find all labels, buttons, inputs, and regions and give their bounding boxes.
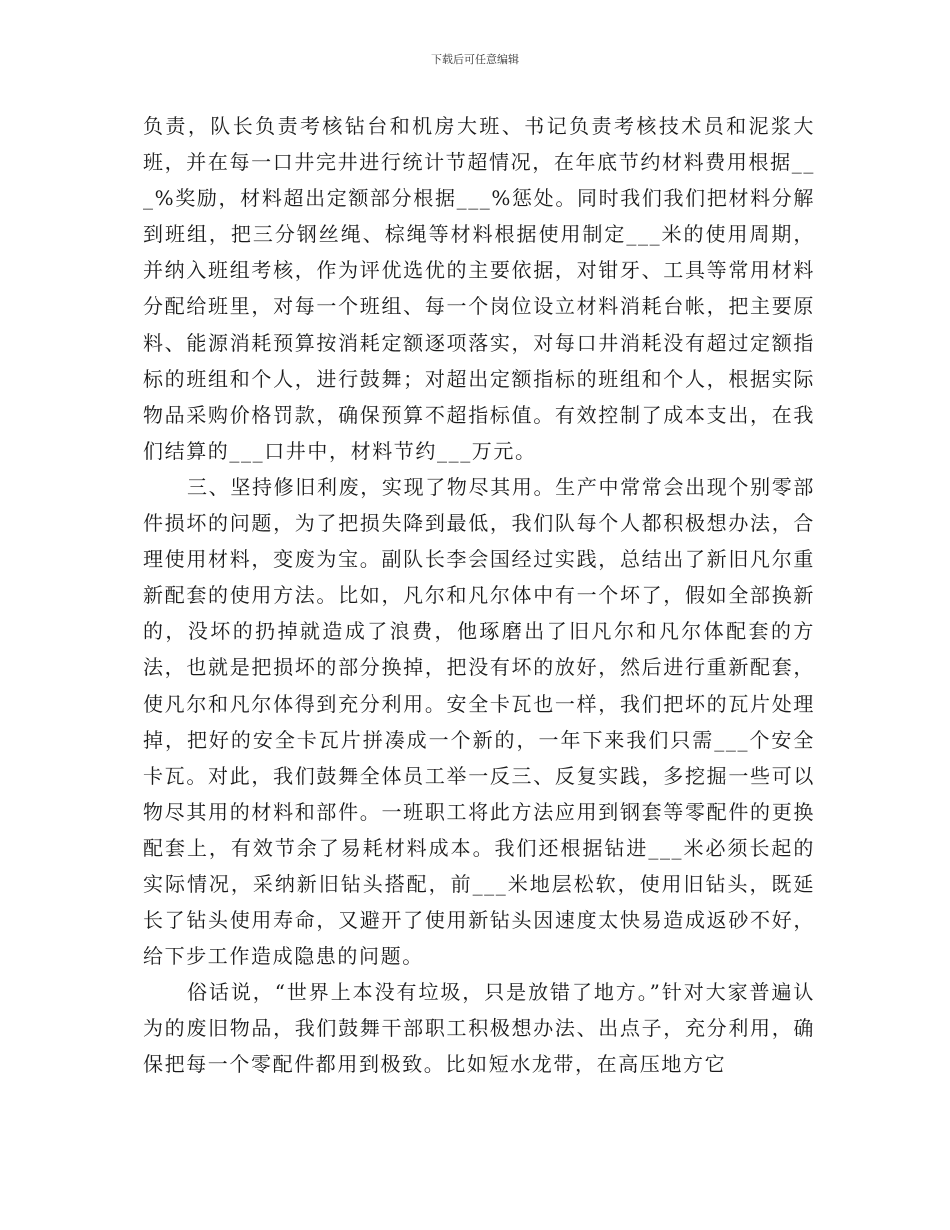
paragraph-2: 三、坚持修旧利废，实现了物尽其用。生产中常常会出现个别零部件损坏的问题，为了把损失降到最低，我们队每个人都积极想办法，合理使用材料，变废为宝。副队长李会国经过实践，总结出了新旧凡尔重新配套的使用方法。比如，凡尔和凡尔体中有一个坏了，假如全部换新的，没坏的扔掉就造成了浪费，他琢磨出了旧凡尔和凡尔体配套的方法，也就是把损坏的部分换掉，把没有坏的放好，然后进行重新配套，使凡尔和凡尔体得到充分利用。安全卡瓦也一样，我们把坏的瓦片处理掉，把好的安全卡瓦片拼凑成一个新的，一年下来我们只需___个安全卡瓦。对此，我们鼓舞全体员工举一反三、反复实践，多挖掘一些可以物尽其用的材料和部件。一班职工将此方法应用到钢套等零配件的更换配套上，有效节余了易耗材料成本。我们还根据钻进___米必须长起的实际情况，采纳新旧钻头搭配，前___米地层松软，使用旧钻头，既延长了钻头使用寿命，又避开了使用新钻头因速度太快易造成返砂不好，给下步工作造成隐患的问题。 [143, 474, 815, 969]
page-header: 下载后可任意编辑 [431, 53, 519, 66]
paragraph-3: 俗话说，“世界上本没有垃圾，只是放错了地方。”针对大家普遍认为的废旧物品，我们鼓舞干部职工积极想办法、出点子，充分利用，确保把每一个零配件都用到极致。比如短水龙带，在高压地方它 [143, 980, 815, 1077]
document-body [143, 108, 815, 1083]
paragraph-1: 负责，队长负责考核钻台和机房大班、书记负责考核技术员和泥浆大班，并在每一口井完井进行统计节超情况，在年底节约材料费用根据___%奖励，材料超出定额部分根据___%惩处。同时我们我们把材料分解到班组，把三分钢丝绳、棕绳等材料根据使用制定___米的使用周期，并纳入班组考核，作为评优选优的主要依据，对钳牙、工具等常用材料分配给班里，对每一个班组、每一个岗位设立材料消耗台帐，把主要原料、能源消耗预算按消耗定额逐项落实，对每口井消耗没有超过定额指标的班组和个人，进行鼓舞；对超出定额指标的班组和个人，根据实际物品采购价格罚款，确保预算不超指标值。有效控制了成本支出，在我们结算的___口井中，材料节约___万元。 [143, 114, 815, 463]
